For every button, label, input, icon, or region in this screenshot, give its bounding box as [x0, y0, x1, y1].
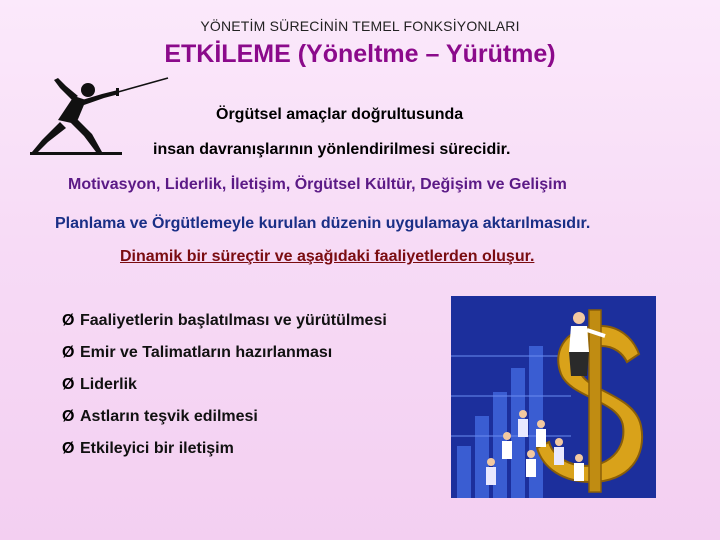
- fencer-icon: [22, 70, 172, 165]
- definition-line-1: Örgütsel amaçlar doğrultusunda: [216, 106, 464, 123]
- list-item-label: Etkileyici bir iletişim: [80, 440, 234, 457]
- planning-text: Planlama ve Örgütlemeyle kurulan düzenin uygulamaya aktarılmasıdır.: [55, 215, 591, 232]
- dollar-business-illustration-icon: [451, 296, 656, 498]
- bullet-arrow-icon: Ø: [62, 312, 75, 329]
- bullet-arrow-icon: Ø: [62, 440, 75, 457]
- list-item-label: Liderlik: [80, 376, 137, 393]
- list-item: [62, 408, 387, 440]
- bullet-arrow-icon: Ø: [62, 344, 75, 361]
- dynamic-process-text: Dinamik bir süreçtir ve aşağıdaki faaliyetlerden oluşur.: [120, 248, 535, 265]
- list-item: [62, 312, 387, 344]
- bullet-arrow-icon: Ø: [62, 376, 75, 393]
- slide-subtitle: YÖNETİM SÜRECİNİN TEMEL FONKSİYONLARI: [200, 18, 520, 34]
- list-item-label: Emir ve Talimatların hazırlanması: [80, 344, 333, 361]
- list-item: [62, 344, 387, 376]
- slide-title: ETKİLEME (Yöneltme – Yürütme): [164, 40, 556, 68]
- list-item-label: Faaliyetlerin başlatılması ve yürütülmesi: [80, 312, 387, 329]
- list-item-label: Astların teşvik edilmesi: [80, 408, 258, 425]
- list-item: [62, 440, 387, 472]
- definition-line-2: insan davranışlarının yönlendirilmesi sürecidir.: [153, 141, 511, 158]
- list-item: [62, 376, 387, 408]
- key-concepts-text: Motivasyon, Liderlik, İletişim, Örgütsel Kültür, Değişim ve Gelişim: [68, 176, 567, 193]
- bullet-arrow-icon: Ø: [62, 408, 75, 425]
- activities-list: [62, 312, 387, 472]
